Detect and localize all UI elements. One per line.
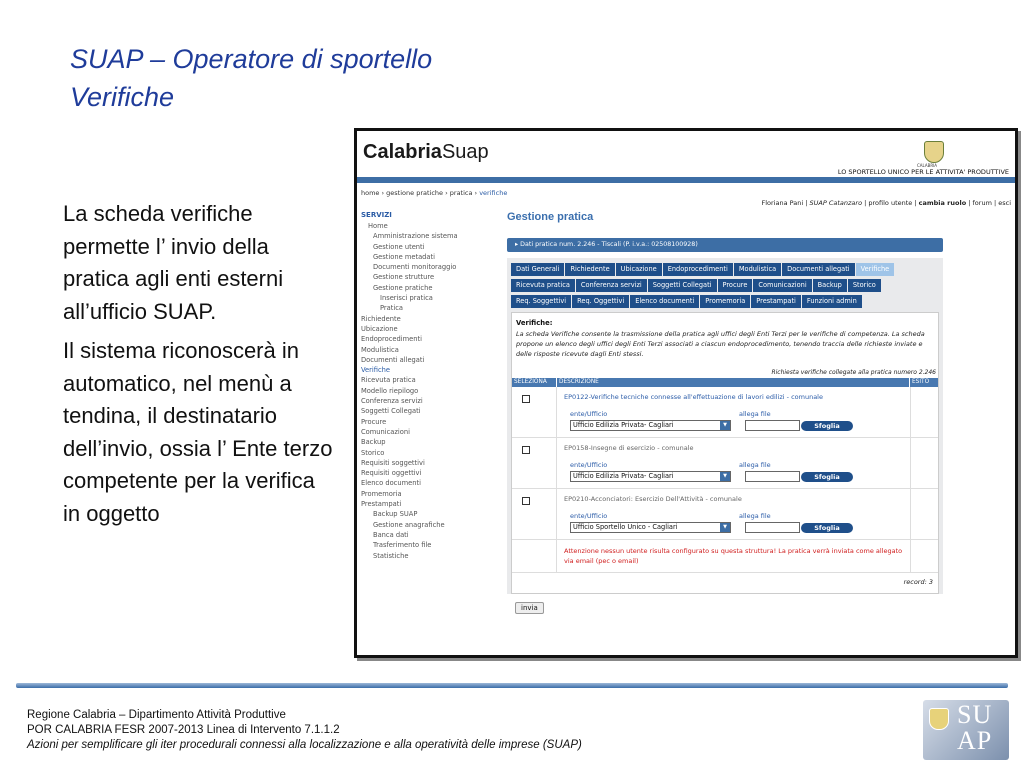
- user-bar: Floriana Pani | SUAP Catanzaro | profilo utente | cambia ruolo | forum | esci: [761, 199, 1011, 207]
- sidebar-item[interactable]: Backup: [361, 438, 386, 447]
- tab[interactable]: Req. Oggettivi: [572, 295, 629, 308]
- tab[interactable]: Elenco documenti: [630, 295, 699, 308]
- brand-light: Suap: [441, 141, 489, 163]
- sidebar-item[interactable]: Gestione pratiche: [373, 283, 433, 292]
- tab[interactable]: Richiedente: [565, 263, 614, 276]
- ente-label: ente/Ufficio: [570, 410, 608, 418]
- warning-row: [512, 540, 938, 573]
- endoprocedimento-code: EP0158-Insegne di esercizio - comunale: [564, 444, 694, 452]
- sidebar-item[interactable]: Soggetti Collegati: [361, 407, 421, 416]
- tab[interactable]: Backup: [813, 279, 847, 292]
- slide-body: [63, 198, 333, 537]
- sidebar-header: SERVIZI: [361, 211, 392, 219]
- breadcrumb-separator: ›: [379, 189, 387, 197]
- user-office: SUAP Catanzaro: [809, 199, 863, 207]
- tab[interactable]: Funzioni admin: [802, 295, 862, 308]
- sidebar-item[interactable]: Requisiti soggettivi: [361, 458, 425, 467]
- browse-button[interactable]: Sfoglia: [801, 523, 853, 533]
- tab[interactable]: Verifiche: [856, 263, 895, 276]
- suap-logo: [923, 700, 1009, 760]
- breadcrumb-separator: ›: [472, 189, 480, 197]
- sidebar-item[interactable]: Trasferimento file: [373, 541, 432, 550]
- regione-crest-icon: [919, 135, 949, 169]
- select-checkbox[interactable]: [522, 497, 530, 505]
- col-esito: ESITO: [912, 379, 930, 385]
- sidebar-item[interactable]: Ricevuta pratica: [361, 376, 416, 385]
- sidebar-item[interactable]: Procure: [361, 417, 387, 426]
- warning-text: Attenzione nessun utente risulta configurato su questa struttura! La pratica verrà inviata come allegato via email (pec o email): [564, 547, 903, 565]
- tagline: LO SPORTELLO UNICO PER LE ATTIVITA' PRODUTTIVE: [837, 168, 1009, 176]
- tab[interactable]: Promemoria: [700, 295, 750, 308]
- brand-logo[interactable]: [363, 141, 489, 164]
- sidebar-item[interactable]: Ubicazione: [361, 324, 398, 333]
- app-screenshot: [354, 128, 1018, 658]
- sidebar-item[interactable]: Prestampati: [361, 500, 402, 509]
- footer-rule: [16, 683, 1008, 688]
- ente-label: ente/Ufficio: [570, 512, 608, 520]
- invia-button[interactable]: invia: [515, 602, 544, 614]
- sidebar-item[interactable]: Backup SUAP: [373, 510, 418, 519]
- sidebar-item[interactable]: Banca dati: [373, 530, 409, 539]
- pratica-bar[interactable]: ▸ Dati pratica num. 2.246 - Tiscali (P. i.v.a.: 02508100928): [507, 238, 943, 252]
- browse-button[interactable]: Sfoglia: [801, 421, 853, 431]
- sidebar-item[interactable]: Comunicazioni: [361, 427, 410, 436]
- sidebar-item[interactable]: Inserisci pratica: [380, 294, 433, 303]
- ente-label: ente/Ufficio: [570, 461, 608, 469]
- sidebar-item[interactable]: Gestione anagrafiche: [373, 520, 445, 529]
- verifiche-section: [511, 312, 939, 594]
- sidebar-item[interactable]: Conferenza servizi: [361, 397, 423, 406]
- logo-text-top: SU: [957, 700, 993, 729]
- browse-button[interactable]: Sfoglia: [801, 472, 853, 482]
- tab[interactable]: Dati Generali: [511, 263, 564, 276]
- sidebar-item[interactable]: Verifiche: [361, 366, 391, 375]
- file-label: allega file: [739, 461, 771, 469]
- breadcrumb-item[interactable]: pratica: [449, 189, 473, 197]
- sidebar-item[interactable]: Promemoria: [361, 489, 402, 498]
- office-select-value: Ufficio Sportello Unico - Cagliari: [573, 523, 678, 531]
- verifiche-description: La scheda Verifiche consente la trasmissione della pratica agli uffici degli Enti Terzi per le verifiche di competenza. La scheda propone un elenco degli uffici degli Enti Terzi associati a ciascun endoprocedimento, tenendo traccia delle richieste inviate e delle risposte ricevute dagli Enti stessi.: [516, 330, 925, 358]
- tab[interactable]: Modulistica: [734, 263, 781, 276]
- tab-row: [511, 263, 939, 276]
- file-input[interactable]: [745, 522, 800, 533]
- sidebar-item[interactable]: Richiedente: [361, 314, 401, 323]
- tab[interactable]: Ricevuta pratica: [511, 279, 575, 292]
- tab[interactable]: Procure: [718, 279, 753, 292]
- tab[interactable]: Documenti allegati: [782, 263, 855, 276]
- chevron-down-icon: ▼: [720, 472, 730, 481]
- breadcrumb-item[interactable]: gestione pratiche: [386, 189, 444, 197]
- select-checkbox[interactable]: [522, 395, 530, 403]
- sidebar-item[interactable]: Documenti allegati: [361, 355, 425, 364]
- select-checkbox[interactable]: [522, 446, 530, 454]
- file-label: allega file: [739, 410, 771, 418]
- slide-title: [70, 40, 432, 116]
- tab[interactable]: Prestampati: [751, 295, 801, 308]
- sidebar-item[interactable]: Endoprocedimenti: [361, 335, 422, 344]
- sidebar-item[interactable]: Statistiche: [373, 551, 409, 560]
- crest-icon: [929, 708, 949, 730]
- tab[interactable]: Comunicazioni: [753, 279, 811, 292]
- tab[interactable]: Conferenza servizi: [576, 279, 647, 292]
- forum-link[interactable]: forum: [972, 199, 992, 207]
- sidebar-item[interactable]: Gestione utenti: [373, 242, 425, 251]
- sidebar-item[interactable]: Pratica: [380, 304, 404, 313]
- body-paragraph-2: Il sistema riconoscerà in automatico, nel menù a tendina, il destinatario dell’invio, ossia l’ Ente terzo competente per la verifica in oggetto: [63, 338, 333, 526]
- body-paragraph-1: La scheda verifiche permette l’ invio della pratica agli enti esterni all’ufficio SUAP.: [63, 201, 284, 324]
- col-seleziona: SELEZIONA: [512, 378, 557, 387]
- tab[interactable]: Req. Soggettivi: [511, 295, 571, 308]
- sidebar-item[interactable]: Storico: [361, 448, 385, 457]
- slide-title-line2: Verifiche: [70, 82, 175, 112]
- breadcrumb-item[interactable]: home: [361, 189, 380, 197]
- tab-row: [511, 295, 939, 308]
- sidebar-item[interactable]: Gestione strutture: [373, 273, 435, 282]
- tab[interactable]: Soggetti Collegati: [648, 279, 717, 292]
- breadcrumb-item[interactable]: verifiche: [479, 189, 508, 197]
- sidebar-item[interactable]: Elenco documenti: [361, 479, 421, 488]
- file-label: allega file: [739, 512, 771, 520]
- header-bar: [357, 177, 1015, 183]
- page-title: Gestione pratica: [507, 211, 594, 223]
- change-role-link[interactable]: cambia ruolo: [918, 199, 967, 207]
- exit-link[interactable]: esci: [998, 199, 1011, 207]
- user-name: Floriana Pani: [761, 199, 804, 207]
- table-row: [512, 438, 938, 489]
- tab-panel: [507, 258, 943, 594]
- sidebar-item[interactable]: Modulistica: [361, 345, 399, 354]
- chevron-down-icon: ▼: [720, 523, 730, 532]
- profile-link[interactable]: profilo utente: [868, 199, 913, 207]
- office-select[interactable]: [570, 522, 731, 533]
- tab[interactable]: Storico: [848, 279, 881, 292]
- brand-bold: Calabria: [363, 141, 442, 163]
- sidebar-item[interactable]: Requisiti oggettivi: [361, 469, 422, 478]
- table-header: [512, 378, 938, 387]
- tab-row: [511, 279, 939, 292]
- verifiche-reference: Richiesta verifiche collegate alla pratica numero 2.246: [771, 369, 936, 376]
- main-content: [507, 211, 943, 614]
- table-row: [512, 387, 938, 438]
- record-count: record: 3: [512, 573, 938, 593]
- footer-line3: Azioni per semplificare gli iter procedurali connessi alla localizzazione e alla operatività delle imprese (SUAP): [27, 739, 582, 751]
- office-select-value: Ufficio Edilizia Privata- Cagliari: [573, 421, 674, 429]
- endoprocedimento-code: EP0210-Acconciatori: Esercizio Dell'Attività - comunale: [564, 495, 742, 503]
- sidebar-item[interactable]: Amministrazione sistema: [373, 232, 458, 241]
- tab[interactable]: Ubicazione: [616, 263, 662, 276]
- office-select-value: Ufficio Edilizia Privata- Cagliari: [573, 472, 674, 480]
- sidebar-item[interactable]: Gestione metadati: [373, 252, 436, 261]
- tab[interactable]: Endoprocedimenti: [663, 263, 733, 276]
- sidebar-item[interactable]: Home: [368, 222, 388, 230]
- col-descrizione: DESCRIZIONE: [557, 378, 910, 387]
- table-row: [512, 489, 938, 540]
- endoprocedimento-code: EP0122-Verifiche tecniche connesse all'effettuazione di lavori edilizi - comunale: [564, 393, 823, 401]
- verifiche-header: Verifiche:: [516, 319, 553, 327]
- breadcrumb-separator: ›: [443, 189, 450, 197]
- file-input[interactable]: [745, 471, 800, 482]
- chevron-down-icon: ▼: [720, 421, 730, 430]
- office-select[interactable]: [570, 420, 731, 431]
- footer: [27, 708, 582, 753]
- office-select[interactable]: [570, 471, 731, 482]
- sidebar-item[interactable]: Documenti monitoraggio: [373, 263, 457, 272]
- footer-line2: POR CALABRIA FESR 2007-2013 Linea di Intervento 7.1.1.2: [27, 724, 340, 736]
- logo-text: [957, 702, 992, 754]
- sidebar-item[interactable]: Modello riepilogo: [361, 386, 419, 395]
- file-input[interactable]: [745, 420, 800, 431]
- sidebar: [361, 211, 501, 561]
- slide-title-line1: SUAP – Operatore di sportello: [70, 44, 433, 74]
- footer-line1: Regione Calabria – Dipartimento Attività Produttive: [27, 709, 286, 721]
- breadcrumb: [361, 189, 507, 197]
- logo-text-bottom: AP: [957, 726, 993, 755]
- crest-label: CALABRIA: [917, 163, 938, 168]
